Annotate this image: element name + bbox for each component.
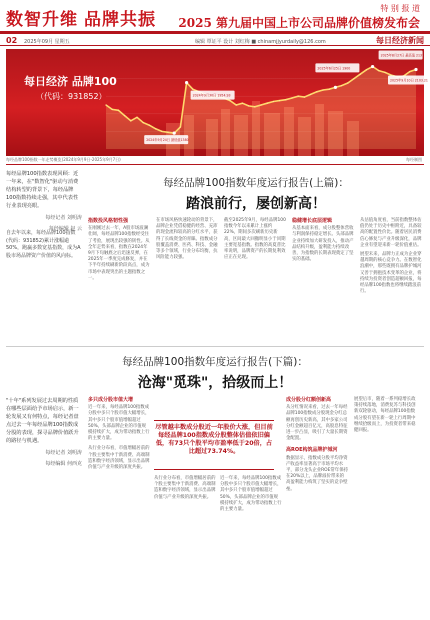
article2-col2b-text: 从行业分布看，市值增幅居前的个股主要集中于新消费、高端制造和数字经济领域，显示出品牌价值与产业升级的深度共振。	[154, 476, 216, 500]
data-point	[130, 120, 131, 121]
article1-byline-reporter: 每经记者 刘明涛	[45, 215, 82, 221]
data-point	[285, 99, 286, 100]
article1-col3-text: 截至2025年9月，每经品牌100指数今年以来累计上涨约22%，期间多次刷新历史新高，区间最大回撤明显小于同期主要宽基指数。指数的高夏普比率说明，品牌资产的长期复利效应正在兑现。	[224, 218, 286, 261]
article1-kicker: 每经品牌100指数年度运行报告(上篇)：	[163, 177, 349, 189]
article2-kicker: 每经品牌100指数年度运行报告(下篇)：	[122, 356, 308, 368]
data-point	[229, 100, 230, 101]
data-point	[260, 104, 261, 105]
data-point	[329, 89, 330, 90]
annotation-marker	[173, 132, 176, 135]
article1-col5-text: 从估值角度看，当前指数整体估值仍处于历史中枢附近，具备较高的配置性价比。随着居民消费信心修复与产业升级深化，品牌企业有望迎来新一轮价值重估。	[360, 218, 422, 248]
data-point	[105, 104, 106, 105]
article1-headline: 踏浪前行，屡创新高！	[186, 196, 326, 212]
page-number: 02	[6, 36, 18, 45]
data-point	[236, 104, 237, 105]
article2-col2-text: 从行业分布看，市值增幅居前的个股主要集中于新消费、高端制造和数字经济领域，显示出品牌价值与产业升级的深度共振。	[88, 446, 150, 471]
article2-col3-text: 从分红情况来看，过去一年每经品牌100指数成分股现金分红总额再创历史新高，其中多家公司分红金额超百亿元，高股息特征进一步凸显，吸引了大量长期资金配置。	[286, 405, 348, 442]
data-point	[167, 132, 168, 133]
annotation-label: 2024年9月24日 最低值1380	[146, 138, 189, 143]
data-point	[161, 131, 162, 132]
chart-svg	[6, 49, 428, 156]
chart-title: 每日经济 品牌100	[24, 75, 117, 88]
annotation-marker	[414, 68, 417, 71]
article2	[6, 350, 424, 615]
data-point	[384, 72, 385, 73]
chart-subtitle: （代码：931852）	[36, 92, 107, 101]
editor-line: 编辑 覃证平 设计 刘红梅 ■ chinamjjyurdaily@126.com	[195, 39, 326, 45]
data-point	[124, 115, 125, 116]
article1-sidebar-note: 自去年以来，每经品牌100指数(代码：931852)累计涨幅逾50%，跑赢多数宽基指数，成为A股市场品牌资产价值的风向标。	[6, 230, 81, 259]
data-point	[112, 109, 113, 110]
masthead-meta	[0, 34, 430, 46]
article1-col1-text: 在刚刚过去一年，A股市场波澜壮阔，每经品牌100指数经受住了考验，展现出较强的韧性。从全年走势来看，指数在2024年9月下旬触底之后迅速反弹，在2025年一季度完成修复，并在下半年持续刷新阶段高点，成为市场中表现突出的主题指数之一。	[88, 226, 150, 281]
data-point	[136, 117, 137, 118]
article1-subhead-1: 指数投风格韧性强	[88, 218, 129, 224]
article2-sidebar	[6, 397, 82, 467]
chart-caption: 每经品牌100指数一年走势概览(2024年9月9日-2025年9月7日)	[6, 157, 121, 162]
data-point	[310, 94, 311, 95]
article1-col2-text: 在市场风格快速轮动的背景下，品牌企业凭借稳健的经营、充沛的现金流和较高的分红水平，获得了长线资金的青睐。指数成分股覆盖消费、医药、科技、金融等多个领域，行业分布均衡，抗风险能力较强。	[156, 218, 218, 261]
article2-headline: 沧海"觅珠"，拾级而上！	[137, 375, 293, 391]
data-point	[298, 96, 299, 97]
section-slogan	[6, 5, 156, 30]
data-point	[291, 97, 292, 98]
article2-subhead-1: 多只成分股市值大增	[88, 397, 134, 403]
annotation-label: 2025年8月27日 最高值 2137	[380, 53, 425, 58]
data-point	[149, 125, 150, 126]
event-title	[178, 3, 420, 31]
article2-column	[220, 476, 282, 606]
article2-col4-text: 数据显示，指数成分股平均净资产收益率显著高于市场平均水平，部分龙头企业ROE常年保持在20%以上，品牌溢价带来的高盈利能力构筑了坚实的竞争壁垒。	[286, 455, 348, 492]
special-report-label: 特 别 报 道	[380, 4, 420, 13]
article1-column	[224, 218, 286, 338]
data-point	[322, 89, 323, 90]
article2-byline-editor: 每经编辑 何西克	[45, 461, 82, 467]
data-point	[316, 91, 317, 92]
article1-subhead-2: 稳健增长底层逻辑	[292, 218, 333, 224]
article1	[88, 166, 424, 346]
article2-column	[154, 476, 216, 606]
page-banner	[0, 0, 430, 34]
article2-col5-text: 展望后市，随着一系列稳增长政策持续落地，消费复苏与科技创新双轮驱动，每经品牌100指数成分股有望在新一轮上行周期中继续拾级而上，为投资者带来稳健回报。	[354, 397, 416, 434]
data-point	[347, 82, 348, 83]
data-point	[353, 78, 354, 79]
index-chart	[6, 49, 428, 156]
article1-column	[292, 218, 354, 338]
annotation-label: 2025年9月10日 2103.21	[390, 78, 428, 83]
data-point	[248, 105, 249, 106]
data-point	[360, 74, 361, 75]
article1-col4-text: 从基本面来看，成分股整体营收与利润保持稳定增长。头部品牌企业持续加大研发投入，推动产品结构升级，盈利能力持续改善，为指数的长期表现奠定了坚实的基础。	[292, 226, 354, 263]
data-point	[409, 71, 410, 72]
article2-column	[354, 397, 416, 607]
data-point	[192, 89, 193, 90]
data-point	[341, 85, 342, 86]
data-point	[273, 101, 274, 102]
event-name: 2025 第九届中国上市公司品牌价值榜发布会	[178, 16, 420, 30]
data-point	[391, 74, 392, 75]
article2-byline-reporter: 每经记者 刘明涛	[45, 450, 82, 456]
article1-column	[88, 218, 150, 338]
article2-column	[88, 397, 150, 607]
article2-subhead-2: 成分股分红额创新高	[286, 397, 332, 403]
data-point	[267, 103, 268, 104]
data-point	[242, 103, 243, 104]
issue-date: 2025年09月 星期五	[24, 39, 70, 45]
data-point	[143, 122, 144, 123]
data-point	[378, 70, 379, 71]
article2-col1b-text: 近一年来，每经品牌100指数成分股中多只个股市值大幅增长，其中多只个股市值增幅超过50%，头部品牌企业的市值规模持续扩大，成为带动指数上行的主要力量。	[220, 476, 282, 513]
chart-credit: 每经制图	[406, 157, 422, 162]
article2-col1-text: 近一年来，每经品牌100指数成分股中多只个股市值大幅增长，其中多只个股市值增幅超过50%，头部品牌企业的市值规模持续扩大，成为带动指数上行的主要力量。	[88, 405, 150, 442]
data-point	[180, 126, 181, 127]
data-point	[279, 100, 280, 101]
annotation-marker	[371, 65, 374, 68]
article1-col6-text: 展望未来，品牌力正成为企业穿越周期的核心竞争力。在数智化浪潮中，那些既拥有品牌护城河又善于拥抱技术变革的企业，将持续为投资者创造超额回报，每经品牌100指数也将继续踏浪前行。	[360, 252, 422, 295]
annotation-marker	[185, 81, 188, 84]
slogan-part-a: 数智升维	[6, 10, 78, 30]
data-point	[366, 69, 367, 70]
annotation-marker	[334, 86, 337, 89]
article2-column	[286, 397, 348, 607]
article2-lead: "十年"系列发展过去周期的性质在哪些层面给予市场启示，新一轮发展又有何特点，每经记者盘点过去一年每经品牌100指数成分股的表现，探寻品牌价值跃升的路径与机遇。	[6, 398, 79, 444]
article1-lead: 每经品牌100指数表现回顾：近一年来，在"数智化"驱动与消费结构转型的背景下，每经品牌100指数持续走强，其中代表性行业表现亮眼。	[6, 171, 79, 209]
article-divider	[6, 346, 424, 347]
article1-byline-editor: 每经编辑 赵 云	[48, 226, 82, 232]
article1-column	[360, 218, 422, 338]
data-point	[254, 106, 255, 107]
data-point	[155, 128, 156, 129]
annotation-label: 2025年6月25日 1900	[317, 66, 351, 71]
annotation-label: 2024年9月30日 1954.93	[192, 93, 231, 98]
pull-quote: 尽管越丰数成分股近一年股价大涨，但目前每经品牌100指数成分股整体估值依旧偏低，有73只个股平均市盈率低于20倍，占比超过73.74%。	[154, 420, 274, 470]
paper-name: 每日经济新闻	[376, 35, 424, 45]
article1-column	[156, 218, 218, 338]
section-divider	[6, 164, 424, 165]
data-point	[304, 96, 305, 97]
data-point	[118, 110, 119, 111]
slogan-part-b: 品牌共振	[84, 10, 156, 30]
article2-subhead-3: 高ROE构筑品牌护城河	[286, 447, 338, 454]
